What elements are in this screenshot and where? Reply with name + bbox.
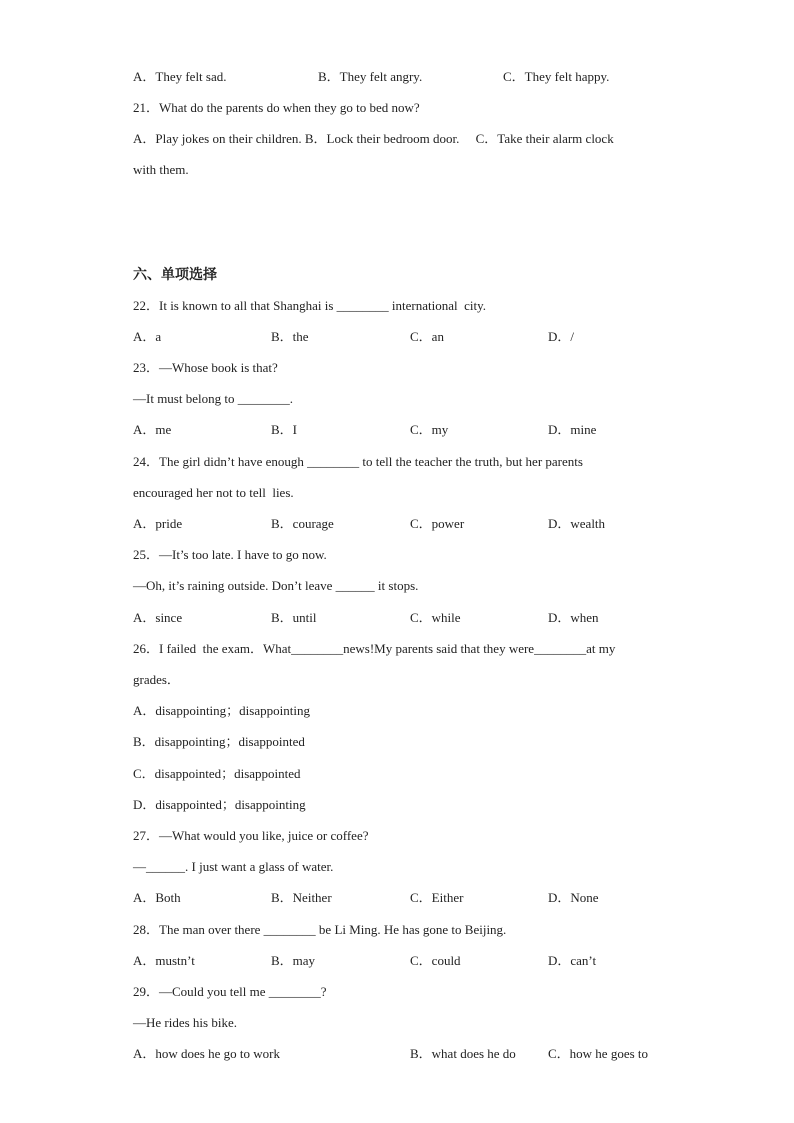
option-b: B．They felt angry.	[318, 69, 423, 84]
question-25-stem: 25．—It’s too late. I have to go now.	[133, 547, 327, 562]
question-29-stem: 29．—Could you tell me ________?	[133, 984, 327, 999]
option-b: B．the	[271, 329, 309, 344]
option-c: C．Either	[410, 890, 464, 905]
question-21-options-cont: with them.	[133, 162, 189, 177]
question-23-stem: 23．—Whose book is that?	[133, 360, 278, 375]
question-24-stem: 24．The girl didn’t have enough ________ to tell the teacher the truth, but her parents	[133, 454, 583, 469]
option-c: C．while	[410, 610, 461, 625]
section-heading: 六、单项选择	[133, 267, 217, 283]
option-d: D．disappointed；disappointing	[133, 797, 306, 812]
option-c: C．an	[410, 329, 444, 344]
option-d: D．when	[548, 610, 599, 625]
question-21-options: A．Play jokes on their children. B．Lock their bedroom door. C．Take their alarm clock	[133, 131, 614, 146]
question-28-stem: 28．The man over there ________ be Li Ming. He has gone to Beijing.	[133, 922, 507, 937]
option-b: B．courage	[271, 516, 334, 531]
option-a: A．Both	[133, 890, 181, 905]
question-27-stem: 27．—What would you like, juice or coffee?	[133, 828, 369, 843]
question-22-stem: 22．It is known to all that Shanghai is ________ international city.	[133, 298, 486, 313]
question-27-line2: —______. I just want a glass of water.	[133, 859, 334, 874]
option-d: D．can’t	[548, 953, 597, 968]
option-d: D．mine	[548, 422, 597, 437]
option-b: B．disappointing；disappointed	[133, 734, 305, 749]
option-d: D．wealth	[548, 516, 606, 531]
option-d: D．None	[548, 890, 599, 905]
question-26-line2: grades．	[133, 672, 180, 687]
option-d: D．/	[548, 329, 575, 344]
option-a: A．how does he go to work	[133, 1046, 280, 1061]
option-b: B．may	[271, 953, 316, 968]
option-b: B．I	[271, 422, 298, 437]
question-21-stem: 21．What do the parents do when they go to bed now?	[133, 100, 420, 115]
option-b: B．what does he do	[410, 1046, 516, 1061]
option-c: C．disappointed；disappointed	[133, 766, 301, 781]
question-25-line2: —Oh, it’s raining outside. Don’t leave ______ it stops.	[133, 578, 419, 593]
option-c: C．They felt happy.	[503, 69, 610, 84]
option-a: A．mustn’t	[133, 953, 195, 968]
option-a: A．a	[133, 329, 162, 344]
option-a: A．me	[133, 422, 172, 437]
question-29-line2: —He rides his bike.	[133, 1015, 237, 1030]
option-c: C．could	[410, 953, 461, 968]
option-b: B．until	[271, 610, 317, 625]
option-a: A．They felt sad.	[133, 69, 227, 84]
option-a: A．pride	[133, 516, 183, 531]
option-c: C．my	[410, 422, 449, 437]
question-24-line2: encouraged her not to tell lies.	[133, 485, 294, 500]
question-23-line2: —It must belong to ________.	[133, 391, 293, 406]
option-b: B．Neither	[271, 890, 332, 905]
option-c: C．how he goes to	[548, 1046, 649, 1061]
option-a: A．since	[133, 610, 183, 625]
option-c: C．power	[410, 516, 465, 531]
question-26-stem: 26．I failed the exam．What________news!My parents said that they were________at my	[133, 641, 616, 656]
option-a: A．disappointing；disappointing	[133, 703, 310, 718]
